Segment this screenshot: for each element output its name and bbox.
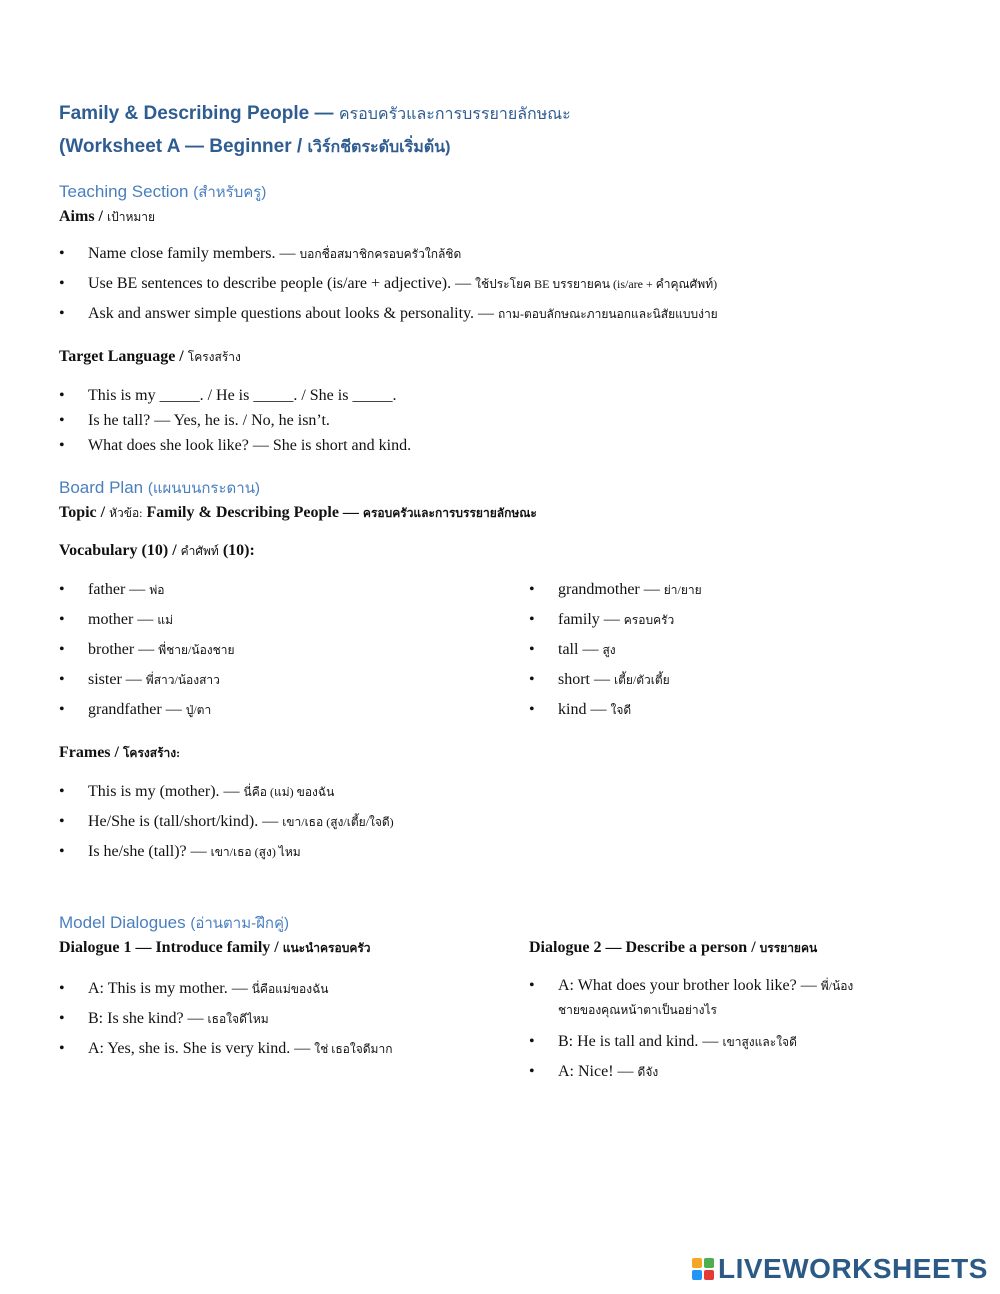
dialogue-1-list [59, 974, 529, 1064]
vocab-en: short — [558, 671, 610, 688]
vocab-th: พี่ชาย/น้องชาย [158, 643, 235, 657]
vocab-item [529, 575, 939, 605]
vocab-en: father — [88, 581, 146, 598]
item-en: Name close family members. — [88, 245, 296, 262]
vocab-item [59, 605, 529, 635]
aims-label-th: เป้าหมาย [107, 210, 156, 224]
line-th: ดีจัง [637, 1065, 659, 1079]
aims-label-en: Aims / [59, 208, 103, 225]
vocab-en: brother — [88, 641, 155, 658]
vocab-th: พี่สาว/น้องสาว [145, 673, 220, 687]
topic-value-en: Family & Describing People — [146, 504, 359, 521]
topic-label-th: หัวข้อ: [109, 506, 143, 520]
board-heading-en: Board Plan [59, 478, 144, 497]
vocab-th: พ่อ [149, 583, 165, 597]
title-line-2 [59, 131, 939, 164]
target-label-th: โครงสร้าง [187, 350, 241, 364]
vocab-th: ปู่/ตา [185, 703, 212, 717]
vocab-item [59, 635, 529, 665]
dialogue-1-heading [59, 936, 529, 960]
list-item: • What does she look like? — She is short and kind. [59, 433, 939, 458]
board-heading-th: (แผนบนกระดาน) [147, 480, 260, 497]
item-th: เขา/เธอ (สูง) ไหม [210, 845, 301, 859]
vocab-en: family — [558, 611, 620, 628]
vocabulary-heading [59, 539, 939, 563]
list-item [59, 777, 939, 807]
title-line-2-th: เวิร์กชีตระดับเริ่มต้น) [307, 139, 451, 156]
vocab-label-th: คำศัพท์ [180, 544, 219, 558]
vocab-label-suffix: (10): [222, 542, 255, 559]
worksheet-title [59, 98, 939, 164]
dialogues-heading-th: (อ่านตาม-ฝึกคู่) [190, 915, 290, 932]
target-language-list [59, 383, 939, 458]
item-en: Use BE sentences to describe people (is/are + adjective). — [88, 275, 472, 292]
vocabulary-columns [59, 575, 939, 725]
dialogue-line [59, 1004, 529, 1034]
vocab-en: grandmother — [558, 581, 660, 598]
topic-value-th: ครอบครัวและการบรรยายลักษณะ [362, 506, 537, 520]
vocab-en: grandfather — [88, 701, 182, 718]
line-en: A: Yes, she is. She is very kind. — [88, 1040, 311, 1057]
frames-label-en: Frames / [59, 744, 119, 761]
dialogue-2-label-en: Dialogue 2 — Describe a person / [529, 939, 756, 956]
vocab-item [59, 665, 529, 695]
item-en: Is he/she (tall)? — [88, 843, 207, 860]
list-item [59, 239, 939, 269]
item-th: นี่คือ (แม่) ของฉัน [243, 785, 335, 799]
topic-label-en: Topic / [59, 504, 106, 521]
dialogue-2 [529, 936, 939, 1087]
dialogue-1 [59, 936, 529, 1087]
list-item [59, 299, 939, 329]
liveworksheets-logo[interactable] [692, 1252, 988, 1286]
item-th: ถาม-ตอบลักษณะภายนอกและนิสัยแบบง่าย [498, 307, 718, 321]
item-en: This is my (mother). — [88, 783, 240, 800]
list-item [59, 269, 939, 299]
dialogue-line [59, 1034, 529, 1064]
item-th: เขา/เธอ (สูง/เตี้ย/ใจดี) [282, 815, 394, 829]
teaching-section-heading [59, 180, 939, 205]
vocab-th: ใจดี [610, 703, 632, 717]
line-en: A: Nice! — [558, 1063, 634, 1080]
title-line-2-en: (Worksheet A — Beginner / [59, 136, 303, 157]
model-dialogues-heading [59, 911, 939, 936]
item-th: ใช้ประโยค BE บรรยายคน (is/are + คำคุณศัพท์) [475, 277, 718, 291]
dialogue-2-heading [529, 936, 939, 960]
topic-line [59, 501, 939, 525]
dialogues-heading-en: Model Dialogues [59, 913, 186, 932]
teaching-heading-en: Teaching Section [59, 182, 189, 201]
line-en: B: He is tall and kind. — [558, 1033, 719, 1050]
vocab-en: kind — [558, 701, 607, 718]
teaching-heading-th: (สำหรับครู) [193, 184, 267, 201]
item-en: Ask and answer simple questions about looks & personality. — [88, 305, 495, 322]
item-th: บอกชื่อสมาชิกครอบครัวใกล้ชิด [299, 247, 462, 261]
dialogue-columns [59, 936, 939, 1087]
vocabulary-list-right [529, 575, 939, 725]
dialogue-1-label-en: Dialogue 1 — Introduce family / [59, 939, 279, 956]
dialogue-2-list [529, 974, 939, 1087]
vocab-label-en: Vocabulary (10) / [59, 542, 177, 559]
vocab-th: ย่า/ยาย [663, 583, 702, 597]
board-plan-heading [59, 476, 939, 501]
line-en: A: This is my mother. — [88, 980, 248, 997]
dialogue-2-label-th: บรรยายคน [759, 941, 818, 955]
frames-heading [59, 741, 939, 765]
list-item [59, 807, 939, 837]
line-th: เขาสูงและใจดี [722, 1035, 797, 1049]
vocab-item [529, 635, 939, 665]
line-th: พี่/น้องชายของคุณหน้าตาเป็นอย่างไร [558, 979, 854, 1017]
worksheet-page [59, 98, 939, 1087]
line-en: B: Is she kind? — [88, 1010, 204, 1027]
line-th: ใช่ เธอใจดีมาก [314, 1042, 393, 1056]
dialogue-line [529, 1027, 939, 1057]
vocab-item [529, 665, 939, 695]
title-line-1-en: Family & Describing People — [59, 103, 334, 124]
frames-label-th: โครงสร้าง: [122, 746, 181, 760]
vocab-en: tall — [558, 641, 599, 658]
vocab-item [59, 695, 529, 725]
frames-list [59, 777, 939, 867]
target-language-heading [59, 345, 939, 369]
vocab-th: แม่ [157, 613, 173, 627]
aims-heading [59, 205, 939, 229]
vocab-th: สูง [602, 643, 616, 657]
vocab-item [529, 605, 939, 635]
line-th: เธอใจดีไหม [207, 1012, 269, 1026]
logo-square [704, 1270, 714, 1280]
dialogue-line [529, 974, 868, 1022]
title-line-1-th: ครอบครัวและการบรรยายลักษณะ [338, 106, 571, 123]
target-label-en: Target Language / [59, 348, 184, 365]
vocab-en: sister — [88, 671, 142, 688]
logo-square [692, 1258, 702, 1268]
list-item [59, 837, 939, 867]
vocab-th: เตี้ย/ตัวเตี้ย [614, 673, 670, 687]
dialogue-line [59, 974, 529, 1004]
dialogue-1-label-th: แนะนำครอบครัว [282, 941, 371, 955]
vocabulary-list-left [59, 575, 529, 725]
logo-mark-icon [692, 1258, 714, 1280]
logo-square [704, 1258, 714, 1268]
vocab-th: ครอบครัว [623, 613, 675, 627]
dialogue-line [529, 1057, 939, 1087]
list-item: • This is my _____. / He is _____. / She is _____. [59, 383, 939, 408]
line-th: นี่คือแม่ของฉัน [251, 982, 329, 996]
aims-list [59, 239, 939, 329]
vocab-en: mother — [88, 611, 154, 628]
list-item: • Is he tall? — Yes, he is. / No, he isn’t. [59, 408, 939, 433]
item-en: He/She is (tall/short/kind). — [88, 813, 279, 830]
line-en: A: What does your brother look like? — [558, 977, 817, 994]
vocab-item [529, 695, 939, 725]
title-line-1 [59, 98, 939, 131]
vocab-item [59, 575, 529, 605]
logo-text: LIVEWORKSHEETS [718, 1253, 988, 1284]
logo-square [692, 1270, 702, 1280]
